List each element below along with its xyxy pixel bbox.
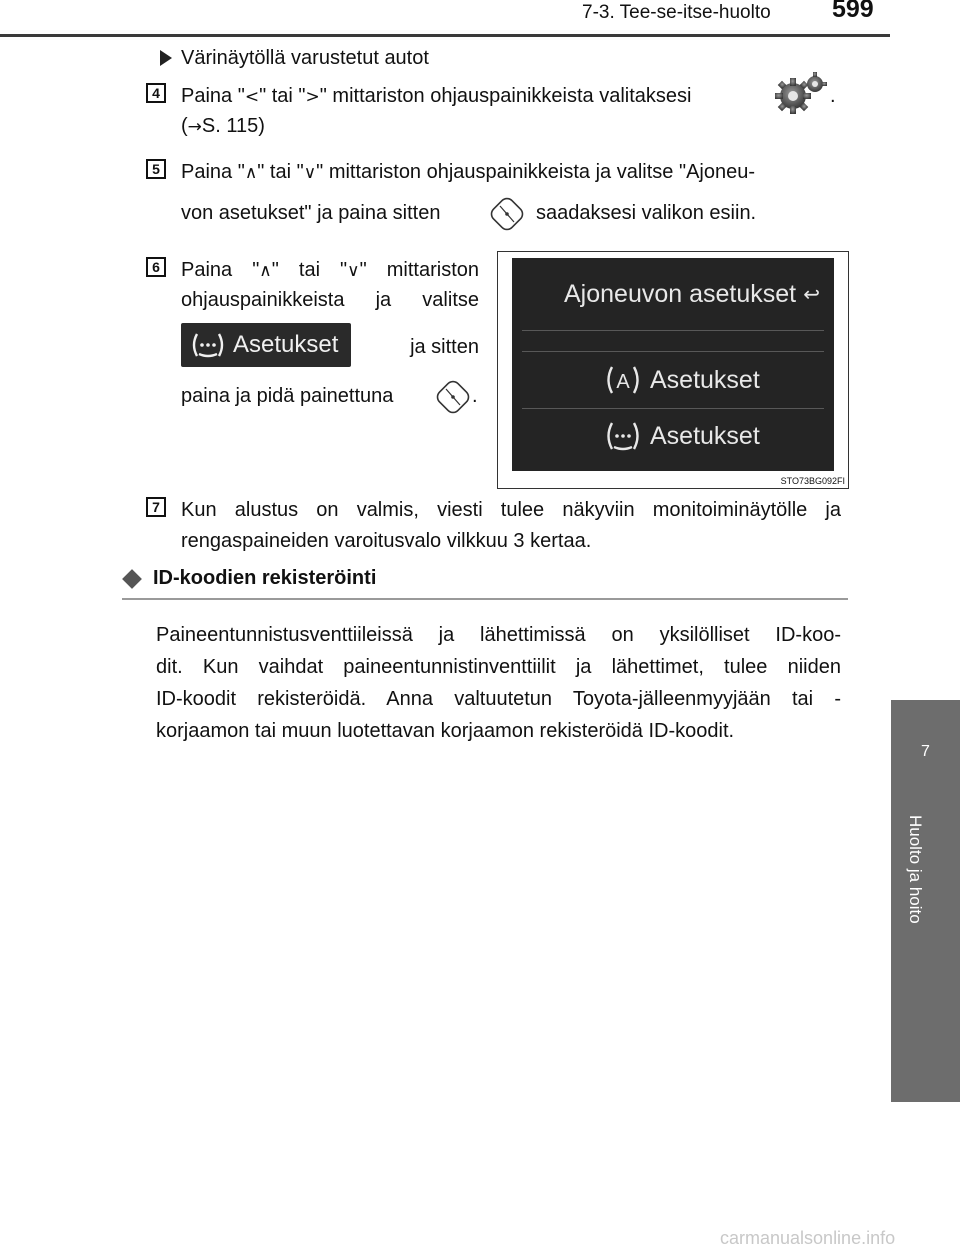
drive-assist-icon-letter: A	[616, 371, 630, 393]
watermark: carmanualsonline.info	[720, 1228, 896, 1248]
gt-symbol: >	[305, 87, 320, 107]
down-symbol: ∨	[347, 261, 360, 281]
step-number-6: 6	[146, 257, 166, 277]
display-menu-item-1	[512, 358, 834, 402]
step-number-7: 7	[146, 497, 166, 517]
step-4-line-1	[181, 80, 691, 113]
inline-button-label: Asetukset	[233, 331, 339, 358]
step-7-line-2: rengaspaineiden varoitusvalo vilkkuu 3 kertaa.	[181, 530, 592, 552]
tire-pressure-icon	[604, 419, 642, 453]
display-separator	[522, 408, 824, 409]
display-illustration	[497, 251, 849, 489]
text: " mittariston ohjauspainikkeista valitaksesi	[319, 85, 692, 107]
section-heading	[125, 567, 376, 590]
section-paragraph-line-1: Paineentunnistusventtiileissä ja lähettimissä on yksilölliset ID-koo-	[156, 624, 841, 646]
text: S. 115)	[201, 115, 265, 137]
back-icon: ↩	[803, 282, 820, 306]
section-paragraph-line-2: dit. Kun vaihdat paineentunnistinventtiilit ja lähettimet, tulee niiden	[156, 656, 841, 678]
step-4-dot: .	[830, 85, 836, 107]
diamond-bullet-icon	[122, 569, 142, 589]
step-6-line-3: ja sitten	[410, 336, 479, 358]
step-4-reference	[181, 110, 265, 143]
arrow-right-icon: →	[187, 117, 202, 137]
illustration-code: STO73BG092FI	[780, 476, 845, 486]
chapter-title: Huolto ja hoito	[906, 815, 925, 924]
display-menu-item-1-label: Asetukset	[650, 365, 760, 394]
text: " tai "	[271, 259, 348, 281]
section-heading-text: ID-koodien rekisteröinti	[153, 567, 377, 589]
step-6-line-2: ohjauspainikkeista ja valitse	[181, 289, 479, 311]
up-symbol: ∧	[259, 261, 272, 281]
display-title: Ajoneuvon asetukset	[564, 279, 797, 308]
step-5-line-2a: von asetukset" ja paina sitten	[181, 202, 441, 224]
step-6-line-1	[181, 254, 479, 287]
text: " tai "	[257, 161, 304, 183]
display-separator	[522, 330, 824, 331]
text: " mittariston ohjauspainikkeista ja valitse "Ajoneu-	[316, 161, 756, 183]
display-menu-item-2	[512, 414, 834, 458]
up-symbol: ∧	[244, 163, 258, 183]
display-separator	[522, 351, 824, 352]
step-5-line-2b: saadaksesi valikon esiin.	[536, 202, 757, 224]
text: Paina "	[181, 259, 260, 281]
step-6-dot: .	[472, 385, 478, 407]
section-paragraph-line-3: ID-koodit rekisteröidä. Anna valtuutetun Toyota-jälleenmyyjään tai -	[156, 688, 841, 710]
text: (	[181, 115, 188, 137]
gear-icon	[773, 70, 827, 118]
section-rule	[122, 598, 848, 600]
lt-symbol: <	[244, 87, 260, 107]
step-6-line-4: paina ja pidä painettuna	[181, 385, 394, 407]
down-symbol: ∨	[303, 163, 317, 183]
section-paragraph-line-4: korjaamon tai muun luotettavan korjaamon rekisteröidä ID-koodit.	[156, 720, 735, 742]
bullet-text: Värinäytöllä varustetut autot	[181, 47, 429, 69]
chapter-tab	[891, 700, 960, 1102]
text: " tai "	[259, 85, 306, 107]
enter-button-icon	[435, 379, 471, 415]
display-menu-item-2-label: Asetukset	[650, 421, 760, 450]
header-rule	[0, 34, 890, 37]
step-5-line-1	[181, 156, 755, 189]
display-title-row	[512, 272, 834, 316]
step-7-line-1: Kun alustus on valmis, viesti tulee näkyviin monitoiminäytölle ja	[181, 499, 841, 521]
multi-info-display	[512, 258, 834, 471]
enter-button-icon	[489, 196, 525, 232]
tire-pressure-settings-button-image	[181, 323, 351, 367]
chapter-number: 7	[921, 743, 930, 760]
step-number-5: 5	[146, 159, 166, 179]
text: Paina "	[181, 85, 245, 107]
tire-pressure-icon	[189, 330, 227, 360]
bullet-arrow-icon	[160, 50, 172, 66]
step-number-4: 4	[146, 83, 166, 103]
page-number: 599	[832, 0, 874, 23]
drive-assist-icon	[604, 363, 642, 397]
header-section-title: 7-3. Tee-se-itse-huolto	[582, 2, 771, 23]
text: Paina "	[181, 161, 245, 183]
text: " mittariston	[359, 259, 479, 281]
